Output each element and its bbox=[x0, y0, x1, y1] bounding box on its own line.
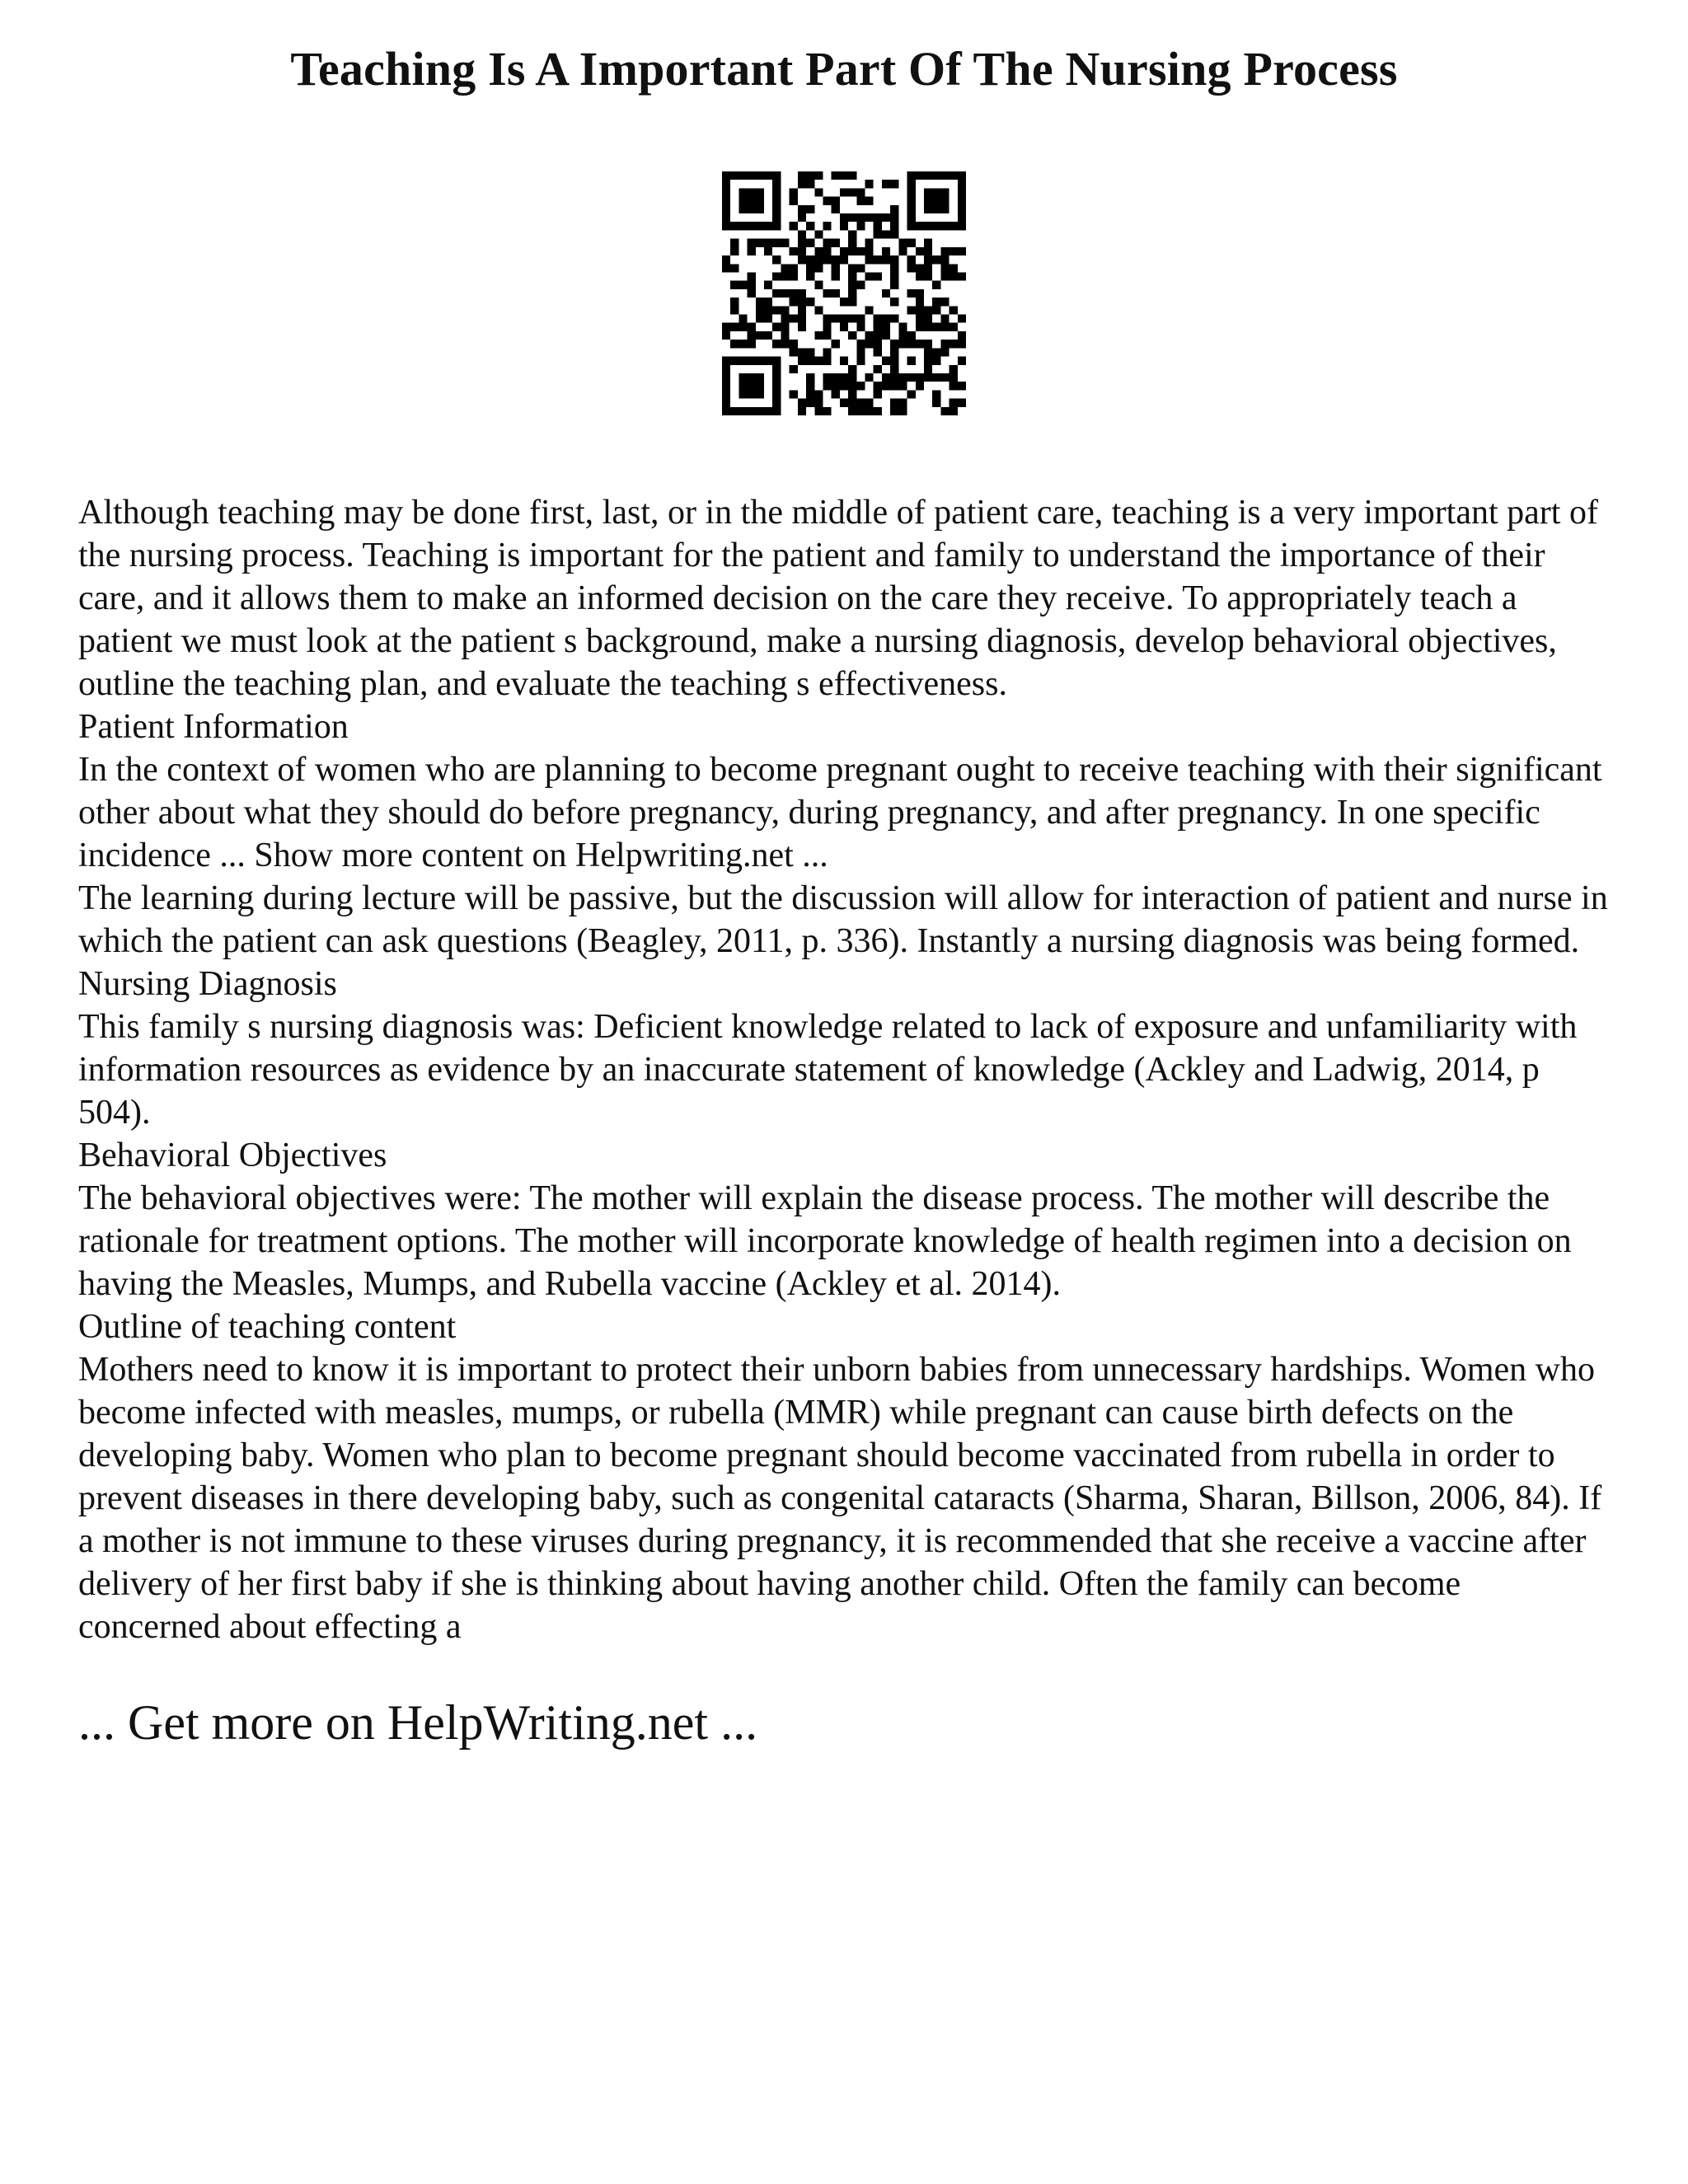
qr-code-icon bbox=[722, 171, 966, 415]
behavioral-objectives-paragraph: The behavioral objectives were: The mother will explain the disease process. The mother will describe the rationale for treatment options. The mother will incorporate knowledge of health regimen into a decision on having the Measles, Mumps, and Rubella vaccine (Ackley et al. 2014). bbox=[78, 1179, 1572, 1303]
document-body bbox=[78, 491, 1611, 1648]
section-heading-patient-information: Patient Information bbox=[78, 708, 349, 746]
section-heading-outline-teaching-content: Outline of teaching content bbox=[78, 1308, 457, 1346]
learning-paragraph: The learning during lecture will be passive, but the discussion will allow for interaction of patient and nurse in which the patient can ask questions (Beagley, 2011, p. 336). Instantly a nursing diagnosis was being formed. bbox=[78, 879, 1608, 960]
get-more-link[interactable]: ... Get more on HelpWriting.net ... bbox=[78, 1695, 758, 1750]
intro-paragraph: Although teaching may be done first, last, or in the middle of patient care, teaching is a very important part of the nursing process. Teaching is important for the patient and family to understand the importance of their care, and it allows them to make an informed decision on the care they receive. To appropriately teach a patient we must look at the patient s background, make a nursing diagnosis, develop behavioral objectives, outline the teaching plan, and evaluate the teaching s effectiveness. bbox=[78, 494, 1598, 703]
patient-information-paragraph: In the context of women who are planning to become pregnant ought to receive teaching with their significant other about what they should do before pregnancy, during pregnancy, and after pregnancy. In one specific incidence ... Show more content on Helpwriting.net ... bbox=[78, 751, 1602, 874]
outline-teaching-content-paragraph: Mothers need to know it is important to protect their unborn babies from unnecessary hardships. Women who become infected with measles, mumps, or rubella (MMR) while pregnant can cause birth defects on the developing baby. Women who plan to become pregnant should become vaccinated from rubella in order to prevent diseases in there developing baby, such as congenital cataracts (Sharma, Sharan, Billson, 2006, 84). If a mother is not immune to these viruses during pregnancy, it is recommended that she receive a vaccine after delivery of her first baby if she is thinking about having another child. Often the family can become concerned about effecting a bbox=[78, 1351, 1602, 1646]
section-heading-behavioral-objectives: Behavioral Objectives bbox=[78, 1137, 387, 1174]
page-title: Teaching Is A Important Part Of The Nursing Process bbox=[290, 42, 1398, 96]
qr-code-container bbox=[78, 171, 1610, 415]
nursing-diagnosis-paragraph: This family s nursing diagnosis was: Deficient knowledge related to lack of exposure and unfamiliarity with information resources as evidence by an inaccurate statement of knowledge (Ackley and Ladwig, 2014, p 504). bbox=[78, 1008, 1578, 1132]
section-heading-nursing-diagnosis: Nursing Diagnosis bbox=[78, 965, 337, 1003]
